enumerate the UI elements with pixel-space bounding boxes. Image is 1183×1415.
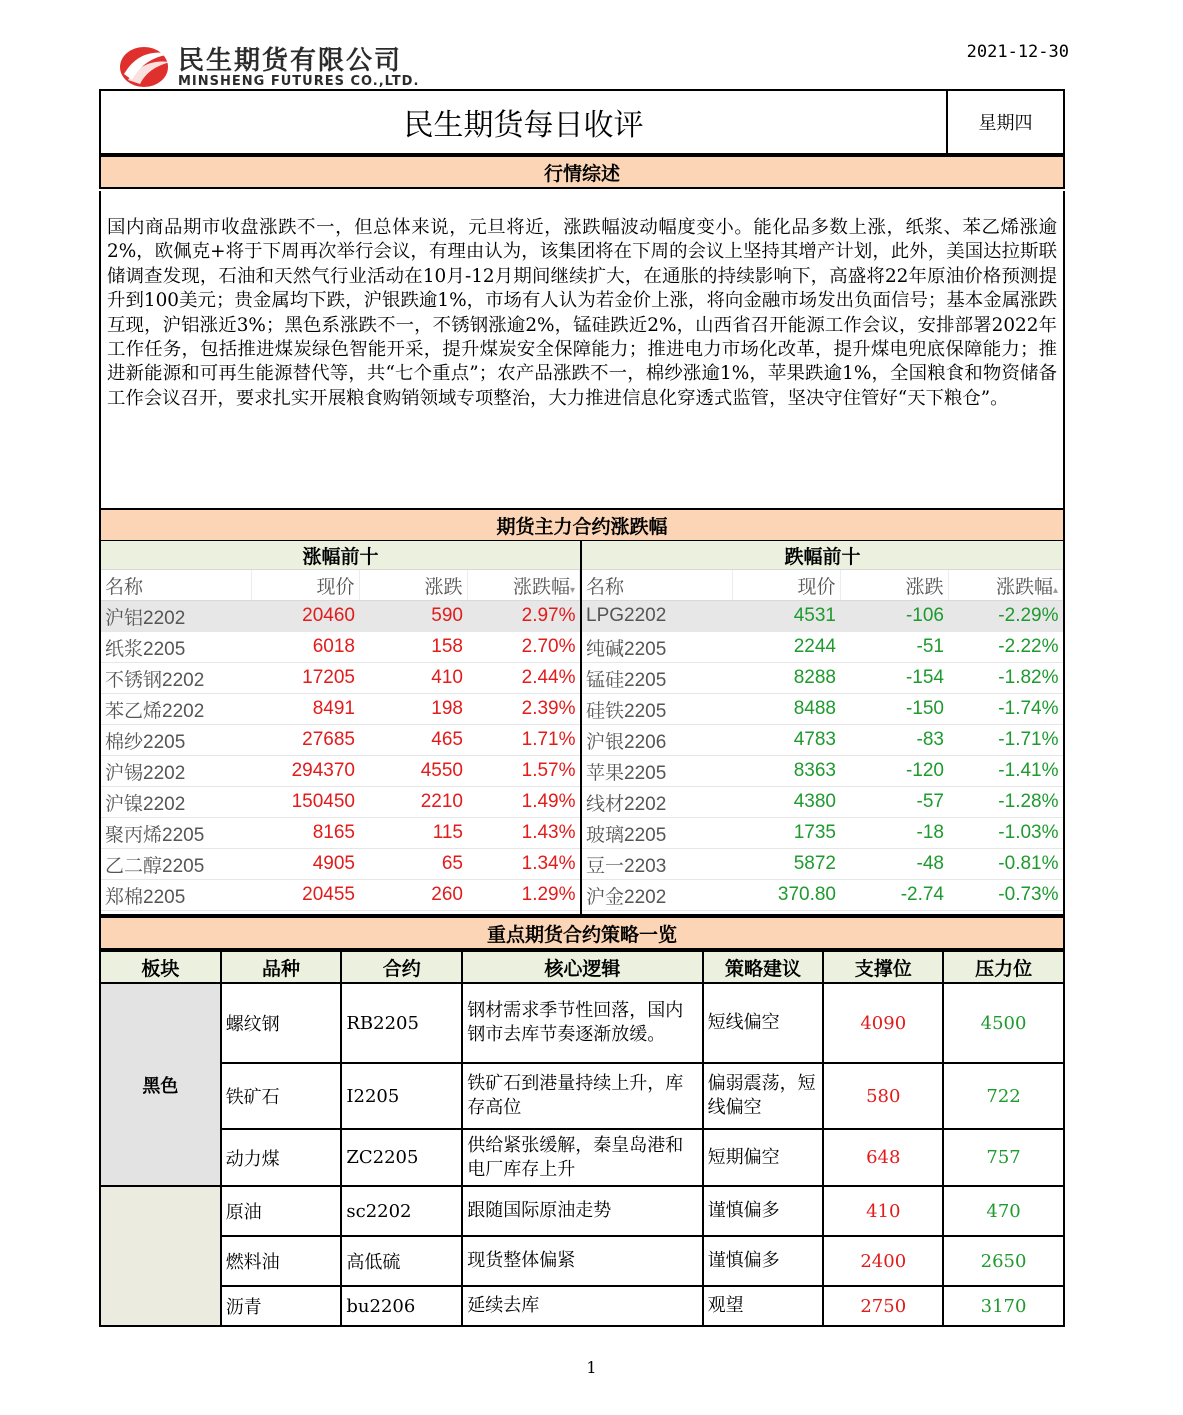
- table-row[interactable]: [101, 725, 580, 756]
- price-change: -51: [840, 632, 948, 663]
- col-pct-label: 涨跌幅: [512, 576, 570, 598]
- price-change: 410: [359, 663, 467, 694]
- support-level: 4090: [823, 983, 943, 1063]
- contract-name: LPG2202: [582, 601, 732, 632]
- variety-name: 原油: [221, 1186, 342, 1236]
- col-variety-header: 品种: [221, 951, 342, 983]
- title-box: [99, 89, 1065, 155]
- table-row[interactable]: [101, 880, 580, 911]
- price-change: -83: [840, 725, 948, 756]
- resistance-level: 470: [943, 1186, 1064, 1236]
- contract-name: 不锈钢2202: [101, 663, 251, 694]
- price-change: 198: [359, 694, 467, 725]
- col-name-header[interactable]: 名称: [101, 570, 251, 601]
- logo-swoosh-icon: [118, 40, 174, 90]
- percent-change: -1.74%: [948, 694, 1063, 725]
- support-level: 410: [823, 1186, 943, 1236]
- resistance-level: 3170: [943, 1286, 1064, 1326]
- price-change: -150: [840, 694, 948, 725]
- contract-name: 棉纱2205: [101, 725, 251, 756]
- table-row[interactable]: [582, 725, 1063, 756]
- percent-change: -0.81%: [948, 849, 1063, 880]
- table-row: [100, 1236, 1064, 1286]
- col-sector-header: 板块: [100, 951, 221, 983]
- strategy-heading: 重点期货合约策略一览: [99, 916, 1065, 950]
- movers-section: [99, 541, 1065, 916]
- percent-change: -1.28%: [948, 787, 1063, 818]
- support-level: 580: [823, 1063, 943, 1129]
- contract-name: 聚丙烯2205: [101, 818, 251, 849]
- resistance-level: 757: [943, 1129, 1064, 1186]
- contract-name: 纸浆2205: [101, 632, 251, 663]
- price-change: 590: [359, 601, 467, 632]
- table-row[interactable]: [582, 880, 1063, 911]
- losers-panel: [582, 541, 1063, 914]
- current-price: 6018: [251, 632, 359, 663]
- price-change: -154: [840, 663, 948, 694]
- col-change-header[interactable]: 涨跌: [840, 570, 948, 601]
- percent-change: -2.29%: [948, 601, 1063, 632]
- col-logic-header: 核心逻辑: [462, 951, 702, 983]
- page-number: 1: [586, 1358, 597, 1377]
- table-row[interactable]: [101, 694, 580, 725]
- contract-code: ZC2205: [341, 1129, 462, 1186]
- summary-heading: 行情综述: [99, 155, 1065, 189]
- resistance-level: 4500: [943, 983, 1064, 1063]
- current-price: 4531: [732, 601, 840, 632]
- strategy-advice: 短线偏空: [703, 983, 824, 1063]
- variety-name: 螺纹钢: [221, 983, 342, 1063]
- current-price: 4905: [251, 849, 359, 880]
- sector-black: 黑色: [100, 983, 221, 1186]
- table-row[interactable]: [582, 663, 1063, 694]
- variety-name: 沥青: [221, 1286, 342, 1326]
- losers-heading: 跌幅前十: [582, 541, 1063, 570]
- sort-desc-icon: ▾: [569, 584, 575, 596]
- col-support-header: 支撑位: [823, 951, 943, 983]
- table-row[interactable]: [582, 787, 1063, 818]
- price-change: 2210: [359, 787, 467, 818]
- report-weekday: 星期四: [978, 113, 1033, 134]
- percent-change: 1.57%: [467, 756, 580, 787]
- gainers-table: [101, 570, 580, 911]
- contract-name: 沪锡2202: [101, 756, 251, 787]
- core-logic: 钢材需求季节性回落，国内钢市去库节奏逐渐放缓。: [462, 983, 702, 1063]
- col-price-header[interactable]: 现价: [732, 570, 840, 601]
- percent-change: 2.97%: [467, 601, 580, 632]
- current-price: 5872: [732, 849, 840, 880]
- strategy-advice: 观望: [703, 1286, 824, 1326]
- company-name-en: MINSHENG FUTURES CO.,LTD.: [178, 74, 420, 89]
- contract-code: sc2202: [341, 1186, 462, 1236]
- table-row[interactable]: [101, 601, 580, 632]
- current-price: 20460: [251, 601, 359, 632]
- col-name-header[interactable]: 名称: [582, 570, 732, 601]
- current-price: 2244: [732, 632, 840, 663]
- percent-change: 2.70%: [467, 632, 580, 663]
- table-row[interactable]: [101, 787, 580, 818]
- contract-name: 郑棉2205: [101, 880, 251, 911]
- price-change: -106: [840, 601, 948, 632]
- contract-name: 乙二醇2205: [101, 849, 251, 880]
- col-pct-label: 涨跌幅: [995, 576, 1053, 598]
- report-date: 2021-12-30: [966, 42, 1069, 62]
- price-change: 4550: [359, 756, 467, 787]
- percent-change: 2.44%: [467, 663, 580, 694]
- price-change: -2.74: [840, 880, 948, 911]
- current-price: 4380: [732, 787, 840, 818]
- contract-name: 纯碱2205: [582, 632, 732, 663]
- col-pct-header[interactable]: [948, 570, 1063, 601]
- table-row[interactable]: [582, 632, 1063, 663]
- table-row[interactable]: [101, 849, 580, 880]
- gainers-panel: [101, 541, 582, 914]
- table-row[interactable]: [582, 818, 1063, 849]
- table-row[interactable]: [582, 694, 1063, 725]
- price-change: -48: [840, 849, 948, 880]
- current-price: 8165: [251, 818, 359, 849]
- core-logic: 铁矿石到港量持续上升，库存高位: [462, 1063, 702, 1129]
- table-row: [100, 1186, 1064, 1236]
- strategy-advice: 短期偏空: [703, 1129, 824, 1186]
- table-row[interactable]: [101, 756, 580, 787]
- core-logic: 延续去库: [462, 1286, 702, 1326]
- table-row[interactable]: [101, 663, 580, 694]
- resistance-level: 722: [943, 1063, 1064, 1129]
- percent-change: -1.03%: [948, 818, 1063, 849]
- percent-change: -1.82%: [948, 663, 1063, 694]
- contract-name: 豆一2203: [582, 849, 732, 880]
- current-price: 8491: [251, 694, 359, 725]
- contract-code: I2205: [341, 1063, 462, 1129]
- current-price: 8363: [732, 756, 840, 787]
- current-price: 1735: [732, 818, 840, 849]
- table-row[interactable]: [582, 849, 1063, 880]
- percent-change: 1.71%: [467, 725, 580, 756]
- contract-code: 高低硫: [341, 1236, 462, 1286]
- strategy-advice: 谨慎偏多: [703, 1186, 824, 1236]
- price-change: 158: [359, 632, 467, 663]
- contract-name: 线材2202: [582, 787, 732, 818]
- contract-name: 苯乙烯2202: [101, 694, 251, 725]
- losers-table: [582, 570, 1063, 911]
- core-logic: 供给紧张缓解，秦皇岛港和电厂库存上升: [462, 1129, 702, 1186]
- current-price: 27685: [251, 725, 359, 756]
- col-pct-header[interactable]: [467, 570, 580, 601]
- col-resistance-header: 压力位: [943, 951, 1064, 983]
- current-price: 294370: [251, 756, 359, 787]
- price-change: 115: [359, 818, 467, 849]
- support-level: 648: [823, 1129, 943, 1186]
- price-change: -18: [840, 818, 948, 849]
- sector-energy: [100, 1186, 221, 1326]
- table-row: [100, 1129, 1064, 1186]
- strategy-advice: 谨慎偏多: [703, 1236, 824, 1286]
- table-row[interactable]: [101, 632, 580, 663]
- percent-change: 1.29%: [467, 880, 580, 911]
- table-row: [100, 1063, 1064, 1129]
- contract-name: 沪银2206: [582, 725, 732, 756]
- strategy-table: [99, 950, 1065, 1327]
- contract-name: 沪金2202: [582, 880, 732, 911]
- price-change: -120: [840, 756, 948, 787]
- table-row[interactable]: [582, 756, 1063, 787]
- support-level: 2400: [823, 1236, 943, 1286]
- variety-name: 动力煤: [221, 1129, 342, 1186]
- col-price-header[interactable]: 现价: [251, 570, 359, 601]
- contract-name: 苹果2205: [582, 756, 732, 787]
- contract-name: 锰硅2205: [582, 663, 732, 694]
- company-name-cn: 民生期货有限公司: [178, 46, 403, 76]
- col-contract-header: 合约: [341, 951, 462, 983]
- contract-code: bu2206: [341, 1286, 462, 1326]
- current-price: 370.80: [732, 880, 840, 911]
- table-row[interactable]: [582, 601, 1063, 632]
- current-price: 17205: [251, 663, 359, 694]
- price-change: -57: [840, 787, 948, 818]
- price-change: 65: [359, 849, 467, 880]
- percent-change: 1.49%: [467, 787, 580, 818]
- contract-name: 沪镍2202: [101, 787, 251, 818]
- table-row[interactable]: [101, 818, 580, 849]
- gainers-heading: 涨幅前十: [101, 541, 580, 570]
- core-logic: 跟随国际原油走势: [462, 1186, 702, 1236]
- col-advice-header: 策略建议: [703, 951, 824, 983]
- price-change: 260: [359, 880, 467, 911]
- contract-code: RB2205: [341, 983, 462, 1063]
- table-row: [100, 1286, 1064, 1326]
- report-title: 民生期货每日收评: [101, 91, 948, 153]
- contract-name: 玻璃2205: [582, 818, 732, 849]
- current-price: 8488: [732, 694, 840, 725]
- col-change-header[interactable]: 涨跌: [359, 570, 467, 601]
- support-level: 2750: [823, 1286, 943, 1326]
- summary-section: [99, 191, 1065, 508]
- percent-change: -1.41%: [948, 756, 1063, 787]
- variety-name: 燃料油: [221, 1236, 342, 1286]
- variety-name: 铁矿石: [221, 1063, 342, 1129]
- percent-change: -2.22%: [948, 632, 1063, 663]
- contract-name: 沪铝2202: [101, 601, 251, 632]
- sort-asc-icon: ▴: [1052, 584, 1058, 596]
- current-price: 150450: [251, 787, 359, 818]
- percent-change: 1.34%: [467, 849, 580, 880]
- percent-change: 2.39%: [467, 694, 580, 725]
- current-price: 8288: [732, 663, 840, 694]
- current-price: 20455: [251, 880, 359, 911]
- resistance-level: 2650: [943, 1236, 1064, 1286]
- percent-change: 1.43%: [467, 818, 580, 849]
- core-logic: 现货整体偏紧: [462, 1236, 702, 1286]
- percent-change: -1.71%: [948, 725, 1063, 756]
- table-row: [100, 983, 1064, 1063]
- price-change: 465: [359, 725, 467, 756]
- percent-change: -0.73%: [948, 880, 1063, 911]
- current-price: 4783: [732, 725, 840, 756]
- contract-name: 硅铁2205: [582, 694, 732, 725]
- summary-text: 国内商品期市收盘涨跌不一，但总体来说，元旦将近，涨跌幅波动幅度变小。能化品多数上涨，纸浆、苯乙烯涨逾2%，欧佩克+将于下周再次举行会议，有理由认为，该集团将在下周的会议上坚持其增产计划，此外，美国达拉斯联储调查发现，石油和天然气行业活动在10月-12月期间继续扩大，在通胀的持续影响下，高盛将22年原油价格预测提升到100美元；贵金属均下跌，沪银跌逾1%，市场有人认为若金价上涨，将向金融市场发出负面信号；基本金属涨跌互现，沪铝涨近3%；黑色系涨跌不一，不锈钢涨逾2%，锰硅跌近2%，山西省召开能源工作会议，安排部署2022年工作任务，包括推进煤炭绿色智能开采，提升煤炭安全保障能力；推进电力市场化改革，提升煤电兜底保障能力；推进新能源和可再生能源替代等，共“七个重点”；农产品涨跌不一，棉纱涨逾1%，苹果跌逾1%，全国粮食和物资储备工作会议召开，要求扎实开展粮食购销领域专项整治，大力推进信息化穿透式监管，坚决守住管好“天下粮仓”。: [107, 217, 1057, 409]
- strategy-advice: 偏弱震荡，短线偏空: [703, 1063, 824, 1129]
- movers-heading: 期货主力合约涨跌幅: [99, 508, 1065, 542]
